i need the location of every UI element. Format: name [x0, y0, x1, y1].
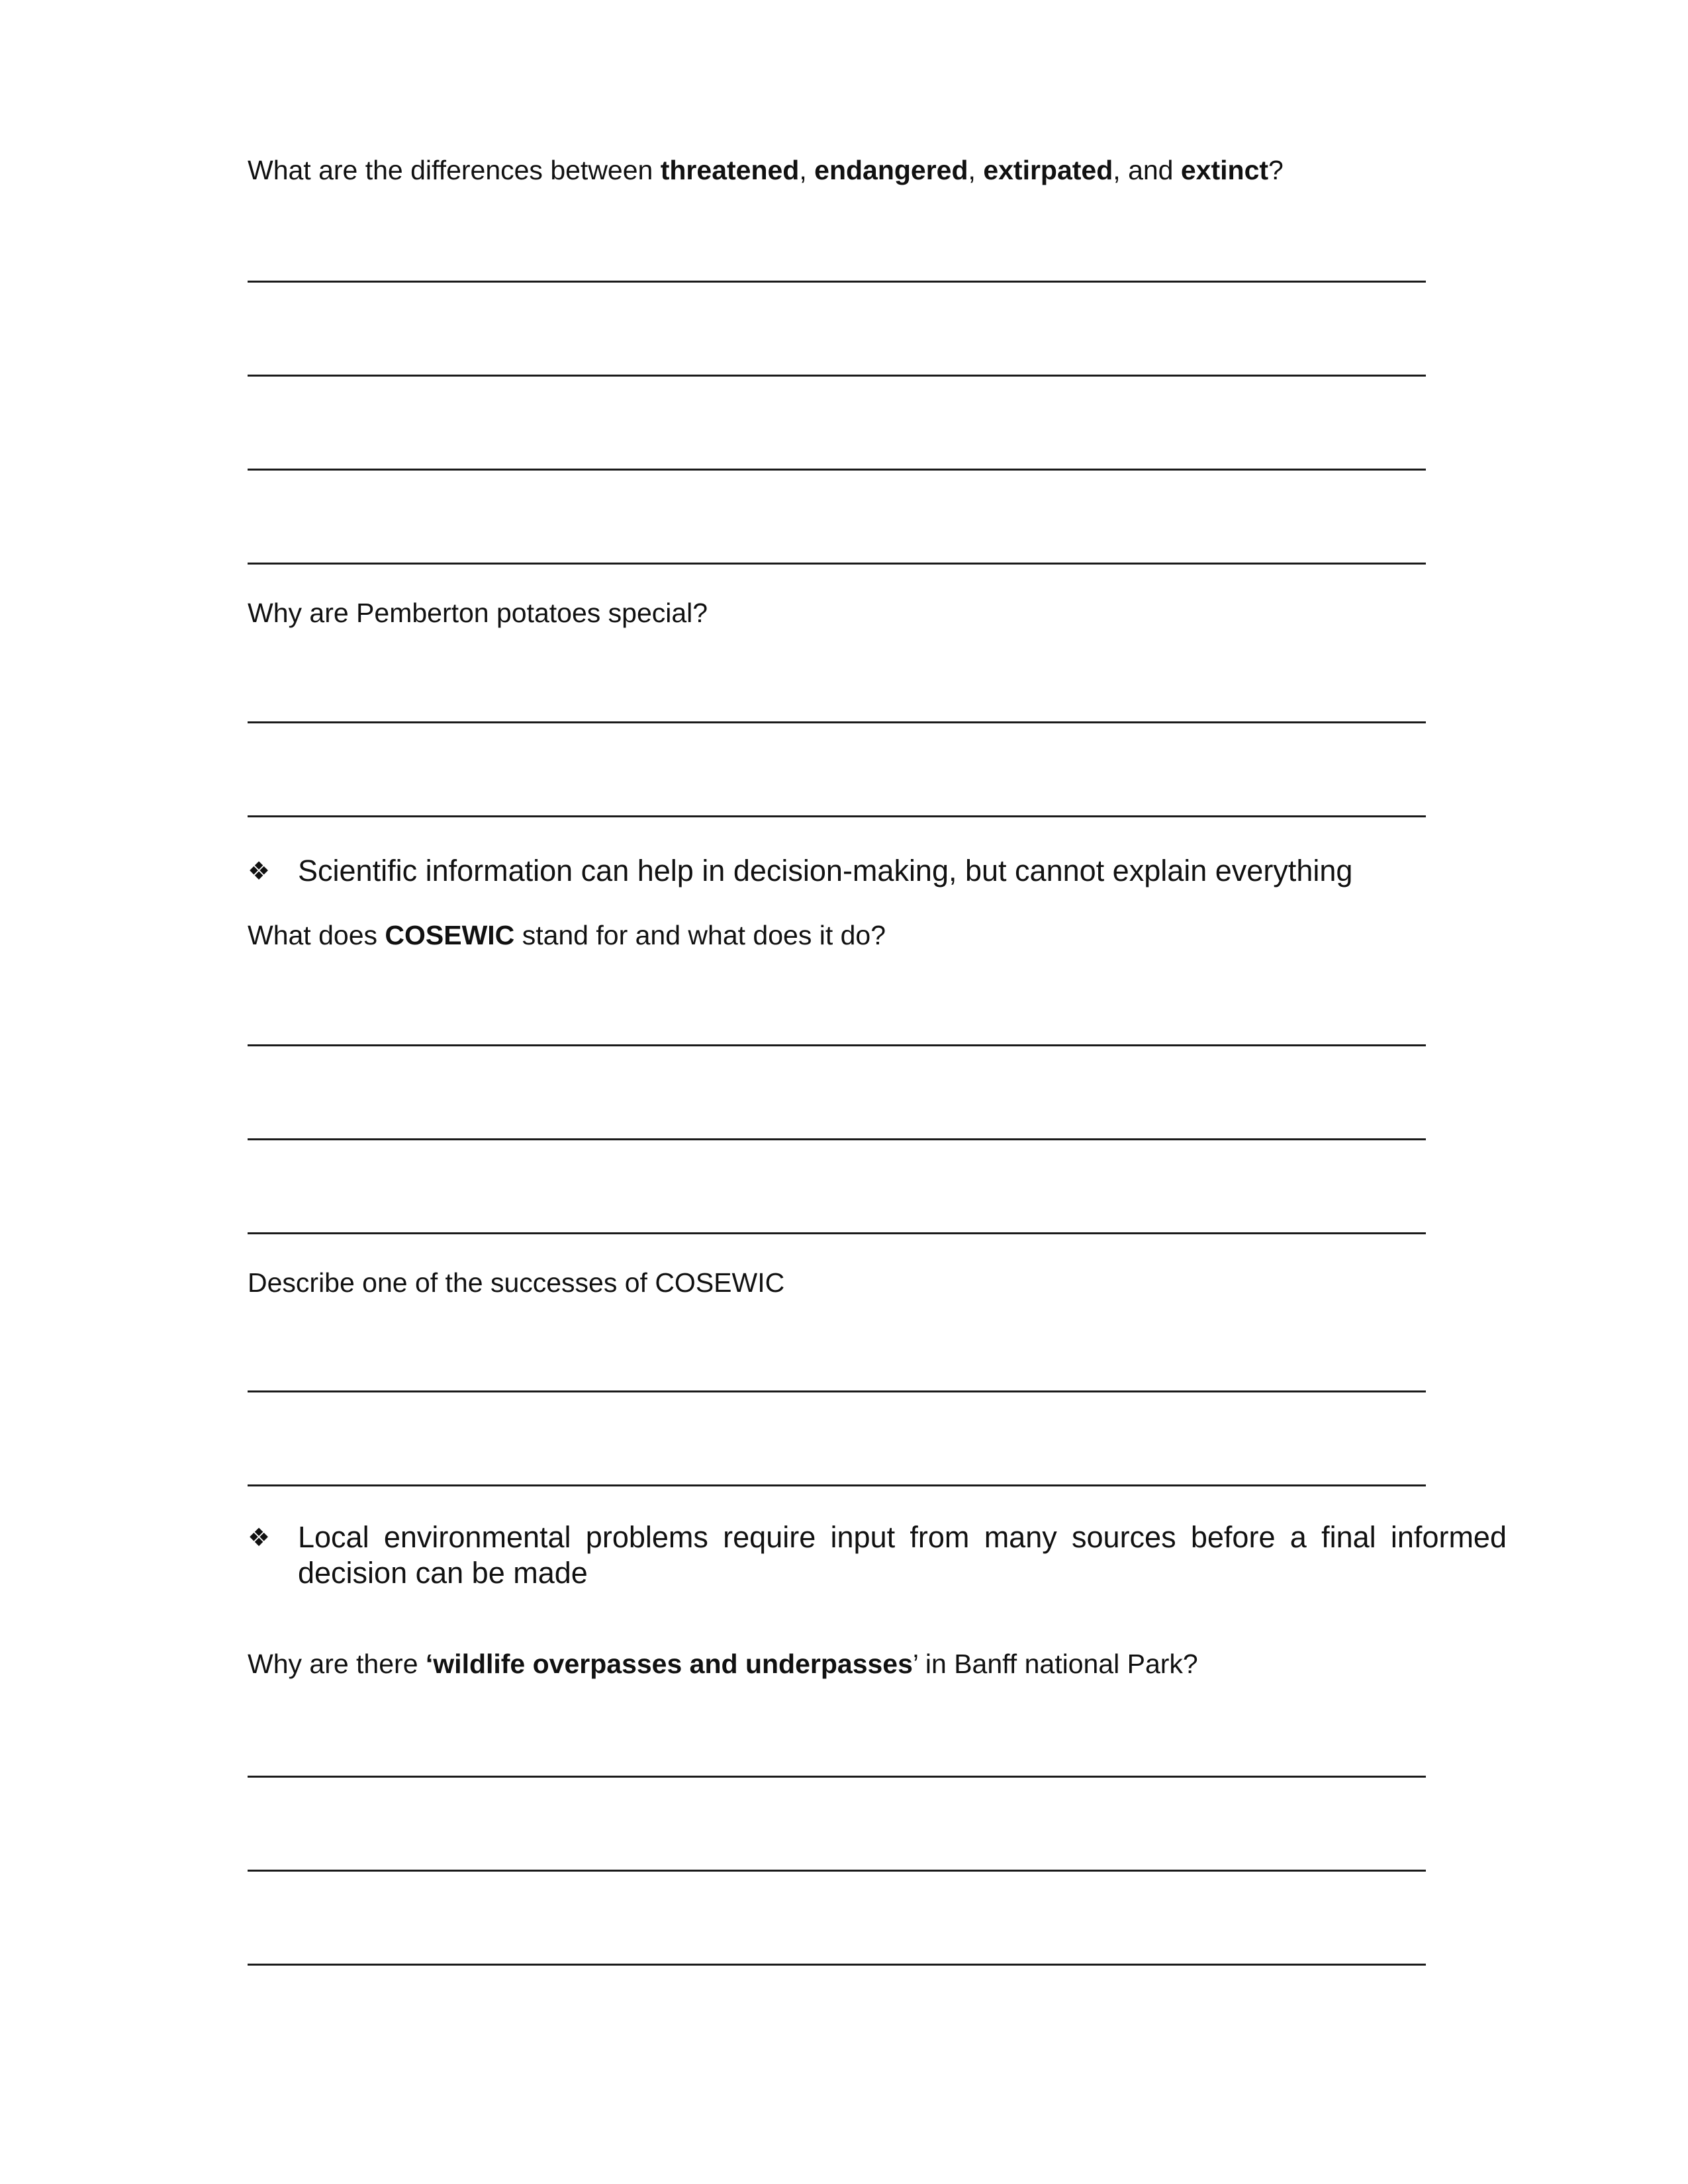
question-cosewic-meaning: What does COSEWIC stand for and what does it do? [248, 920, 886, 950]
diamond-bullet-icon: ❖ [248, 1523, 271, 1552]
term-extinct: extinct [1180, 155, 1269, 185]
answer-line[interactable] [248, 815, 1426, 817]
question-species-status: What are the differences between threatened, endangered, extirpated, and extinct? [248, 155, 1284, 185]
answer-line[interactable] [248, 1776, 1426, 1778]
term-cosewic: COSEWIC [385, 920, 515, 950]
term-wildlife-overpasses: ‘wildlife overpasses and underpasses [425, 1649, 913, 1679]
answer-line[interactable] [248, 469, 1426, 471]
answer-line[interactable] [248, 1964, 1426, 1966]
term-threatened: threatened [660, 155, 800, 185]
answer-line[interactable] [248, 1232, 1426, 1234]
answer-line[interactable] [248, 1138, 1426, 1140]
term-extirpated: extirpated [983, 155, 1113, 185]
key-point-local-environmental-problems: ❖ Local environmental problems require input from many sources before a final informed decision can be made [248, 1520, 1507, 1590]
answer-line[interactable] [248, 721, 1426, 723]
diamond-bullet-icon: ❖ [248, 856, 271, 886]
answer-line[interactable] [248, 563, 1426, 565]
answer-line[interactable] [248, 1870, 1426, 1872]
question-wildlife-overpasses: Why are there ‘wildlife overpasses and underpasses’ in Banff national Park? [248, 1649, 1198, 1679]
answer-line[interactable] [248, 1044, 1426, 1046]
answer-line[interactable] [248, 1484, 1426, 1486]
term-endangered: endangered [814, 155, 968, 185]
key-point-scientific-information: ❖ Scientific information can help in decision-making, but cannot explain everything [248, 854, 1353, 887]
question-pemberton-potatoes: Why are Pemberton potatoes special? [248, 598, 708, 628]
question-cosewic-success: Describe one of the successes of COSEWIC [248, 1267, 785, 1298]
answer-line[interactable] [248, 375, 1426, 377]
answer-line[interactable] [248, 1390, 1426, 1392]
answer-line[interactable] [248, 281, 1426, 283]
